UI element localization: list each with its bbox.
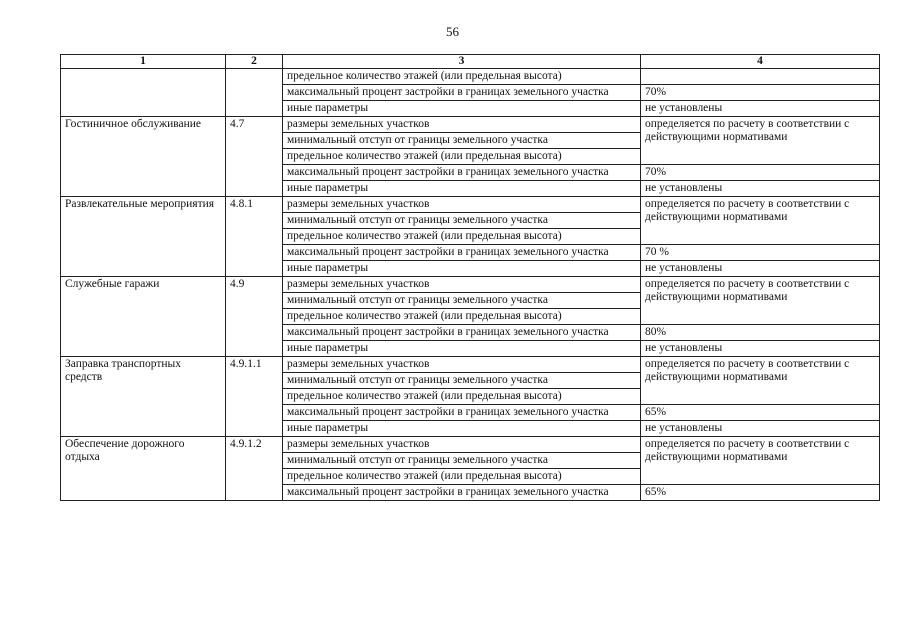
header-col-3: 3 xyxy=(283,55,641,69)
use-code-cell xyxy=(226,69,283,117)
table-row xyxy=(61,437,880,453)
param-other: иные параметры xyxy=(283,341,641,357)
value-other: не установлены xyxy=(641,341,880,357)
value-coverage: 70% xyxy=(641,85,880,101)
use-name-cell: Обеспечение дорожного отдыха xyxy=(61,437,226,501)
param-other: иные параметры xyxy=(283,421,641,437)
use-code-cell: 4.7 xyxy=(226,117,283,197)
value-coverage: 65% xyxy=(641,405,880,421)
use-code-cell: 4.9.1.2 xyxy=(226,437,283,501)
param-floors: предельное количество этажей (или предельная высота) xyxy=(283,69,641,85)
header-col-4: 4 xyxy=(641,55,880,69)
table-row xyxy=(61,277,880,293)
param-other: иные параметры xyxy=(283,261,641,277)
param-other: иные параметры xyxy=(283,181,641,197)
param-coverage: максимальный процент застройки в границах земельного участка xyxy=(283,85,641,101)
use-name-cell: Служебные гаражи xyxy=(61,277,226,357)
param-coverage: максимальный процент застройки в границах земельного участка xyxy=(283,165,641,181)
value-calc: определяется по расчету в соответствии с действующими нормативами xyxy=(641,117,880,165)
param-indent: минимальный отступ от границы земельного участка xyxy=(283,373,641,389)
value-coverage: 65% xyxy=(641,485,880,501)
value-other: не установлены xyxy=(641,261,880,277)
value-calc: определяется по расчету в соответствии с действующими нормативами xyxy=(641,357,880,405)
value-coverage: 70% xyxy=(641,165,880,181)
param-indent: минимальный отступ от границы земельного участка xyxy=(283,213,641,229)
param-indent: минимальный отступ от границы земельного участка xyxy=(283,133,641,149)
param-sizes: размеры земельных участков xyxy=(283,117,641,133)
param-sizes: размеры земельных участков xyxy=(283,277,641,293)
param-floors: предельное количество этажей (или предельная высота) xyxy=(283,309,641,325)
use-name-cell: Развлекательные мероприятия xyxy=(61,197,226,277)
header-row xyxy=(61,55,880,69)
use-name-cell: Гостиничное обслуживание xyxy=(61,117,226,197)
param-indent: минимальный отступ от границы земельного участка xyxy=(283,293,641,309)
param-coverage: максимальный процент застройки в границах земельного участка xyxy=(283,485,641,501)
use-name-cell xyxy=(61,69,226,117)
param-floors: предельное количество этажей (или предельная высота) xyxy=(283,469,641,485)
param-floors: предельное количество этажей (или предельная высота) xyxy=(283,149,641,165)
param-coverage: максимальный процент застройки в границах земельного участка xyxy=(283,325,641,341)
value-other: не установлены xyxy=(641,421,880,437)
param-indent: минимальный отступ от границы земельного участка xyxy=(283,453,641,469)
table-row xyxy=(61,69,880,85)
value-other: не установлены xyxy=(641,101,880,117)
value-other: не установлены xyxy=(641,181,880,197)
param-coverage: максимальный процент застройки в границах земельного участка xyxy=(283,405,641,421)
regulation-table xyxy=(60,54,880,501)
value-coverage: 70 % xyxy=(641,245,880,261)
param-sizes: размеры земельных участков xyxy=(283,437,641,453)
param-sizes: размеры земельных участков xyxy=(283,197,641,213)
value-calc: определяется по расчету в соответствии с действующими нормативами xyxy=(641,277,880,325)
value-empty xyxy=(641,69,880,85)
table-row xyxy=(61,197,880,213)
value-calc: определяется по расчету в соответствии с действующими нормативами xyxy=(641,197,880,245)
param-other: иные параметры xyxy=(283,101,641,117)
use-code-cell: 4.9.1.1 xyxy=(226,357,283,437)
use-code-cell: 4.8.1 xyxy=(226,197,283,277)
page-number: 56 xyxy=(446,24,459,39)
param-floors: предельное количество этажей (или предельная высота) xyxy=(283,229,641,245)
table-row xyxy=(61,117,880,133)
header-col-1: 1 xyxy=(61,55,226,69)
param-floors: предельное количество этажей (или предельная высота) xyxy=(283,389,641,405)
table-row xyxy=(61,357,880,373)
header-col-2: 2 xyxy=(226,55,283,69)
use-code-cell: 4.9 xyxy=(226,277,283,357)
use-name-cell: Заправка транспортных средств xyxy=(61,357,226,437)
value-calc: определяется по расчету в соответствии с действующими нормативами xyxy=(641,437,880,485)
param-coverage: максимальный процент застройки в границах земельного участка xyxy=(283,245,641,261)
param-sizes: размеры земельных участков xyxy=(283,357,641,373)
value-coverage: 80% xyxy=(641,325,880,341)
